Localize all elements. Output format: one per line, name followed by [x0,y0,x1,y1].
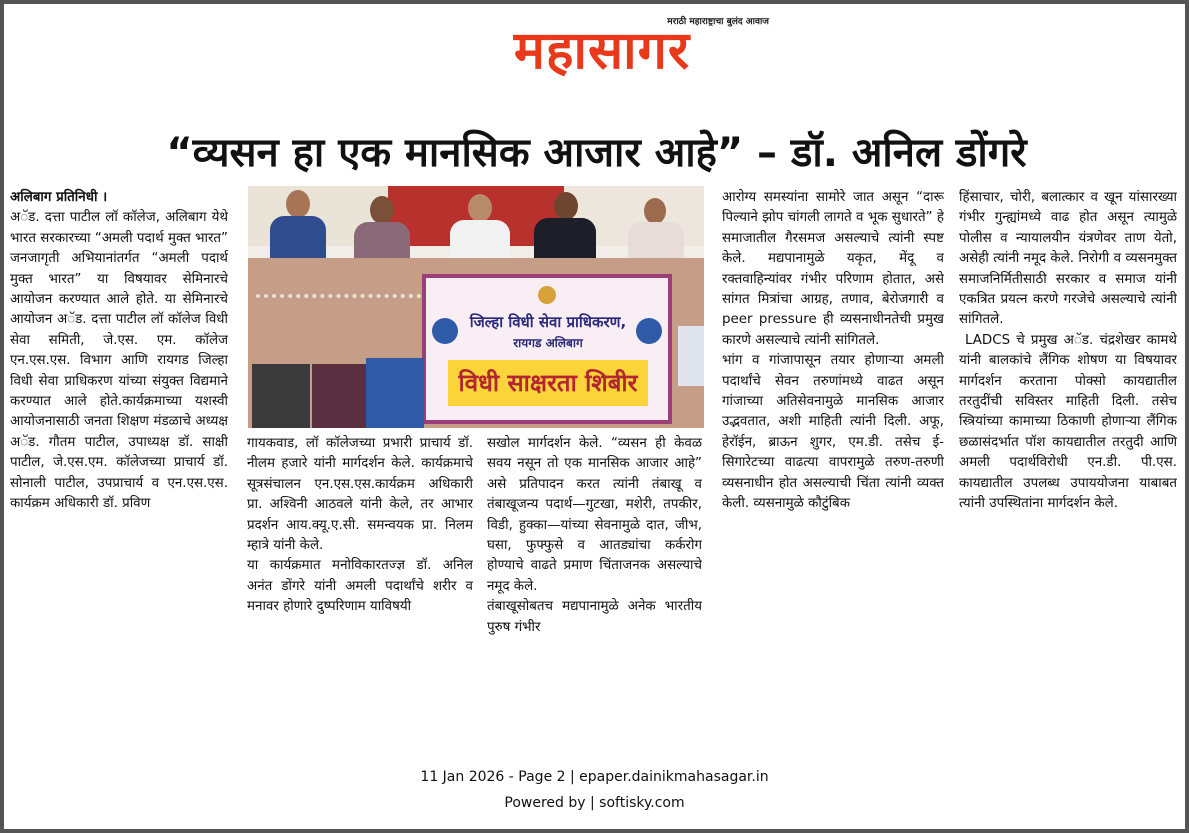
article-headline: “व्यसन हा एक मानसिक आजार आहे” – डॉ. अनिल डोंगरे [166,130,1027,176]
softisky-link[interactable]: softisky.com [599,795,685,811]
article-column-5 [959,188,1177,750]
photo-garland [256,294,421,308]
page-footer [4,764,1185,816]
article-column-3 [487,434,702,750]
article-column-2 [247,434,473,750]
event-photo [248,186,704,428]
photo-banner [422,274,672,424]
footer-date-page: 11 Jan 2026 - Page 2 [420,769,566,785]
article-byline: अलिबाग प्रतिनिधी । [10,190,108,205]
newspaper-page [4,4,1185,829]
column-3-paragraph-1: सखोल मार्गदर्शन केले. “व्यसन ही केवळ सवय नसून तो एक मानसिक आजार आहे” असे प्रतिपादन करत त्यांनी तंबाखू व तंबाखूजन्य पदार्थ—गुटखा, मशेरी, तपकीर, विडी, हुक्का—यांच्या सेवनामुळे दात, जीभ, घसा, फुफ्फुसे व आतड्यांचा कर्करोग होण्याचे वाढते प्रमाण चिंताजनक असल्याचे नमूद केले. [487,436,702,594]
banner-line-1: जिल्हा विधी सेवा प्राधिकरण, [469,313,627,331]
emblem-icon [538,286,556,304]
column-1-text: अॅड. दत्ता पाटील लॉ कॉलेज, अलिबाग येथे भारत सरकारच्या “अमली पदार्थ मुक्त भारत” जनजागृती अभियानांतर्गत “अमली पदार्थ मुक्त भारत” या विषयावर सेमिनारचे आयोजन करण्यात आले होते. या सेमिनारचे आयोजन अॅड. दत्ता पाटील लॉ कॉलेज विधी सेवा समिती, जे.एस. एम. कॉलेज एन.एस.एस. विभाग आणि रायगड जिल्हा विधी सेवा प्राधिकरण यांच्या संयुक्त विद्यमाने करण्यात आले होते.कार्यक्रमाच्या यशस्वी आयोजनासाठी जनता शिक्षण मंडळाचे अध्यक्ष अॅड. गौतम पाटील, उपाध्यक्ष डॉ. साक्षी पाटील, जे.एस.एम. कॉलेजच्या प्राचार्य डॉ. सोनाली पाटील, उपप्राचार्य व एन.एस.एस. कार्यक्रम अधिकारी डॉ. प्रविण [10,210,228,512]
banner-line-2: रायगड अलिबाग [513,336,583,350]
photo-poster-2 [312,364,370,428]
article-column-4 [722,188,944,750]
column-4-paragraph-2: भांग व गांजापासून तयार होणाऱ्या अमली पदार्थांचे सेवन तरुणांमध्ये वाढत असून गांजाच्या अतिसेवनामुळे मानसिक आजार उद्भवतात, अशी माहिती त्यांनी दिली. अफू, हेरॉईन, ब्राऊन शुगर, एम.डी. तसेच ई-सिगारेटच्या वाढत्या वापरामुळे तरुण-तरुणी व्यसनाधीन होत असल्याची चिंता त्यांनी व्यक्त केली. व्यसनामुळे कौटुंबिक [722,353,944,512]
footer-line-2 [4,790,1185,816]
photo-person-4 [532,192,596,264]
photo-poster-3 [366,358,424,428]
masthead-logo: महासागर [513,21,691,81]
photo-person-2 [352,196,410,264]
article-column-1 [10,188,228,748]
footer-line-1 [4,764,1185,790]
photo-poster-4 [678,326,704,386]
footer-separator-2: | [589,795,595,811]
banner-line-3: विधी साक्षरता शिबीर [448,360,648,406]
footer-separator: | [570,769,575,785]
photo-poster-1 [252,364,310,428]
photo-person-5 [626,198,684,264]
footer-powered-by: Powered by [504,795,586,811]
column-3-paragraph-2: तंबाखूसोबतच मद्यपानामुळे अनेक भारतीय पुरुष गंभीर [487,599,702,635]
photo-person-1 [266,190,326,262]
epaper-link[interactable]: epaper.dainikmahasagar.in [579,769,769,785]
column-5-paragraph-1: हिंसाचार, चोरी, बलात्कार व खून यांसारख्या गंभीर गुन्ह्यांमध्ये वाढ होत असून त्यामुळे पोलीस व न्यायालयीन यंत्रणेवर ताण येतो, असेही त्यांनी नमूद केले. निरोगी व व्यसनमुक्त समाजनिर्मितीसाठी सरकार व समाज यांनी एकत्रित प्रयत्न करणे गरजेचे असल्याचे त्यांनी सांगितले. [959,190,1177,328]
column-4-paragraph-1: आरोग्य समस्यांना सामोरे जात असून “दारू पिल्याने झोप चांगली लागते व भूक सुधारते” हे समाजातील गैरसमज असल्याचे त्यांनी स्पष्ट केले. मद्यपानामुळे यकृत, मेंदू व रक्तवाहिन्यांवर गंभीर परिणाम होतात, असे सांगत मित्रांचा आग्रह, तणाव, बेरोजगारी व peer pressure ही व्यसनाधीनतेची प्रमुख कारणे असल्याचे त्यांनी सांगितले. [722,190,944,348]
column-2-paragraph-1: गायकवाड, लॉ कॉलेजच्या प्रभारी प्राचार्य डॉ. नीलम हजारे यांनी मार्गदर्शन केले. कार्यक्रमाचे सूत्रसंचालन एन.एस.एस.कार्यक्रम अधिकारी प्रा. अश्विनी आठवले यांनी केले, तर आभार प्रदर्शन आय.क्यू.ए.सी. समन्वयक प्रा. निलम म्हात्रे यांनी केले. [247,436,473,554]
photo-person-3 [448,194,510,264]
masthead-tagline: मराठी महाराष्ट्राचा बुलंद आवाज [667,17,769,27]
column-2-paragraph-2: या कार्यक्रमात मनोविकारतज्ज्ञ डॉ. अनिल अनंत डोंगरे यांनी अमली पदार्थांचे शरीर व मनावर होणारे दुष्परिणाम याविषयी [247,558,473,615]
column-5-paragraph-2: LADCS चे प्रमुख अॅड. चंद्रशेखर कामथे यांनी बालकांचे लैंगिक शोषण या विषयावर मार्गदर्शन करताना पोक्सो कायद्यातील तरतुदींची सविस्तर माहिती दिली. तसेच स्त्रियांच्या कामाच्या ठिकाणी होणाऱ्या लैंगिक छळासंदर्भात पॉश कायद्यातील तरतुदी आणि अमली पदार्थविरोधी एन.डी. पी.एस. कायद्यातील उपलब्ध उपाययोजना याबाबत त्यांनी उपस्थितांना मार्गदर्शन केले. [959,332,1177,512]
